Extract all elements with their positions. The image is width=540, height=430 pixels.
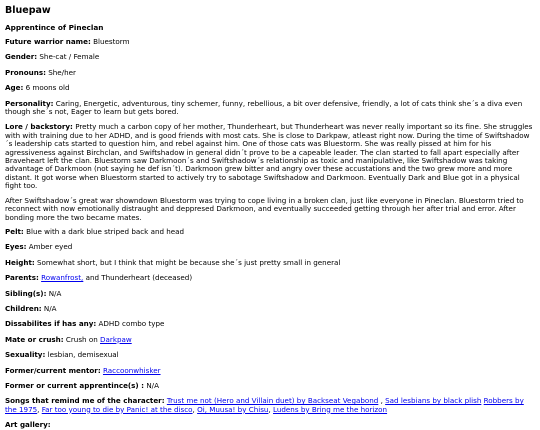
personality-field (5, 100, 535, 117)
field-label: Personality: (5, 98, 54, 108)
field-label: Pronouns: (5, 67, 46, 77)
field-label: Future warrior name: (5, 37, 91, 46)
field-label: Songs that remind me of the character: (5, 396, 165, 406)
field-value: She-cat / Female (37, 52, 100, 62)
pelt-field (5, 228, 535, 236)
songs-field (5, 397, 535, 414)
page-subtitle: Apprentince of Pineclan (5, 23, 104, 32)
field-label: Former/current mentor: (5, 365, 101, 375)
future-name-field (5, 38, 535, 46)
field-value: Bluestorm (90, 37, 130, 46)
song-link[interactable]: Oi, Muusa! by Chisu (197, 404, 269, 414)
field-label: Dissabilites if has any: (5, 319, 97, 329)
field-value: Somewhat short, but I think that might be because she´s just pretty small in general (34, 257, 341, 267)
disabilities-field (5, 320, 535, 328)
field-value: ADHD combo type (96, 319, 165, 329)
field-label: Former or current apprentince(s) : (5, 380, 145, 390)
field-label: Gender: (5, 52, 38, 62)
parents-field (5, 274, 535, 282)
parent-link-rowanfrost[interactable]: Rowanfrost, (41, 273, 84, 283)
field-label: Eyes: (5, 242, 27, 252)
mate-field (5, 336, 535, 344)
song-separator: , (192, 404, 198, 414)
field-value: Pretty much a carbon copy of her mother, Thunderheart, but Thunderheart was never really important so its fine. She struggles with with training due to her ADHD, and is good friends with most cats. She is close to Darkpaw, atleast right now. During the time of Swiftshadow´s leadership cats started to question him, and rebel against him. One of those cats was Bluestorm. She was really pissed at him for his agressiveness against Birchclan, and Swiftshadow in general didn´t prove to be a capeable leader. The clan started to fall apart especially after Braveheart left the clan. Bluestorm saw Darkmoon´s and Swiftshadow´s relationship as toxic and manipulative, like Swiftshadow was taking advantage of Darkmoon (not saying he def isn´t). Darkmoon grew bitter and angry over these accustations and the two grew more and more distant. It got worse when Bluestorm started to actively try to sabotage Swiftshadow and Darkmoon. Eventually Dark and Blue got in a physical fight too. (5, 122, 533, 191)
lore-paragraph-1 (5, 123, 535, 190)
field-label: Mate or crush: (5, 334, 64, 344)
mentor-field (5, 367, 535, 375)
song-link[interactable]: Sad lesbians by black plish (385, 396, 482, 406)
song-link[interactable]: Ludens by Bring me the horizon (273, 404, 388, 414)
apprentices-field (5, 382, 535, 390)
field-label: Children: (5, 303, 42, 313)
lore-section (5, 123, 535, 221)
height-field (5, 259, 535, 267)
field-label: Sibling(s): (5, 288, 47, 298)
age-field (5, 84, 535, 92)
song-separator: , (268, 404, 273, 414)
gender-field (5, 53, 535, 61)
song-link[interactable]: Trust me not (Hero and Villain duet) by Backseat Vegabond (166, 396, 379, 406)
children-field (5, 305, 535, 313)
page-title: Bluepaw (5, 5, 51, 16)
lore-paragraph-2: After Swiftshadow´s great war showndown Bluestorm was trying to cope living in a broken clan, just like everyone in Pineclan. Bluestorm tried to reconnect with now emotionally distraught and deppresed Darkmoon, and eventually succeeded getting through her after trial and error. After bonding more the two became mates. (5, 195, 524, 222)
mate-link-darkpaw[interactable]: Darkpaw (100, 334, 132, 344)
field-value: N/A (41, 303, 57, 313)
field-value: N/A (46, 288, 62, 298)
siblings-field (5, 290, 535, 298)
art-gallery-heading (5, 421, 535, 429)
eyes-field (5, 243, 535, 251)
field-value: Amber eyed (26, 242, 73, 252)
field-value: 6 moons old (23, 83, 70, 93)
field-value: lesbian, demisexual (45, 350, 119, 360)
field-label: Sexuality: (5, 350, 46, 360)
field-label: Age: (5, 83, 24, 93)
field-label: Lore / backstory: (5, 122, 73, 132)
field-value: and Thunderheart (deceased) (83, 273, 193, 283)
field-value: Crush on (63, 334, 101, 344)
field-label: Height: (5, 257, 35, 267)
field-value: She/her (45, 67, 76, 77)
field-label: Parents: (5, 273, 39, 283)
field-label: Art gallery: (5, 420, 51, 430)
sexuality-field (5, 351, 535, 359)
field-value: Caring, Energetic, adventurous, tiny schemer, funny, rebellious, a bit over defensive, friendly, a lot of cats think she´s a diva even though she´s not, Eager to learn but gets bored. (5, 98, 523, 117)
field-value: N/A (144, 380, 159, 390)
field-value: Blue with a dark blue striped back and head (23, 226, 185, 236)
song-separator: , (378, 396, 386, 406)
song-link[interactable]: Far too young to die by Panic! at the disco (41, 404, 193, 414)
pronouns-field (5, 69, 535, 77)
song-link[interactable]: Robbers by the 1975 (5, 396, 524, 414)
field-label: Pelt: (5, 226, 24, 236)
mentor-link-raccoonwhisker[interactable]: Raccoonwhisker (102, 365, 161, 375)
song-separator: , (37, 404, 42, 414)
